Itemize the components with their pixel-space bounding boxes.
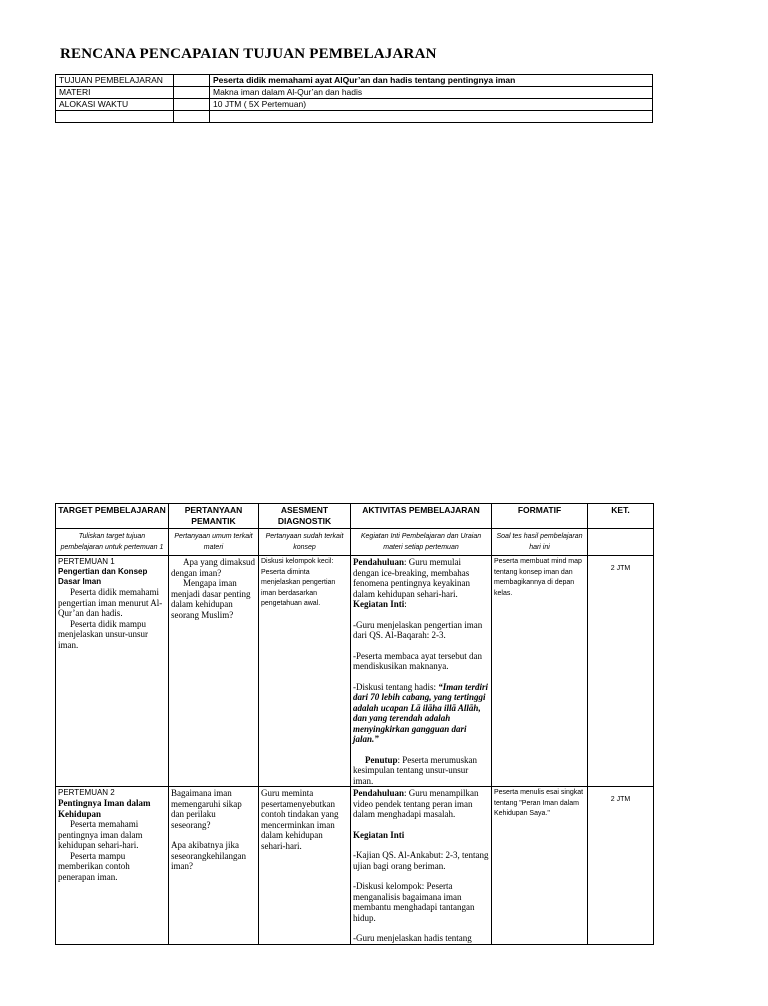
empty-cell	[210, 111, 653, 123]
info-row-alokasi	[56, 99, 653, 111]
penutup-label: Penutup	[365, 754, 398, 765]
question-text: Apa yang dimaksud dengan iman?	[171, 557, 255, 578]
hint-aktivitas: Kegiatan Inti Pembelajaran dan Uraian materi setiap pertemuan	[351, 529, 492, 556]
hint-asesmen: Pertanyaan sudah terkait konsep	[259, 529, 351, 556]
info-table	[55, 74, 653, 123]
table-row	[56, 556, 654, 787]
pendahuluan-text: : Guru menampilkan video pendek tentang peran iman dalam menghadapi masalah.	[353, 788, 479, 819]
question-text: Mengapa iman menjadi dasar penting dalam kehidupan seorang Muslim?	[171, 578, 251, 620]
hint-pertanyaan: Pertanyaan umum terkait materi	[169, 529, 259, 556]
target-text: Peserta didik memahami pengertian iman menurut Al-Qur’an dan hadis.	[58, 587, 163, 618]
hint-ket	[588, 529, 654, 556]
empty-cell	[56, 111, 174, 123]
info-row-materi	[56, 87, 653, 99]
inti-label: Kegiatan Inti	[353, 829, 405, 840]
asesmen-cell	[259, 556, 351, 787]
ket-cell	[588, 787, 654, 945]
info-row-tujuan	[56, 75, 653, 87]
inti-item: -Kajian QS. Al-Ankabut: 2-3, tentang ujian bagi orang beriman.	[353, 850, 489, 871]
target-text: Peserta didik mampu menjelaskan unsur-unsur iman.	[58, 618, 149, 650]
alokasi-label: ALOKASI WAKTU	[56, 99, 174, 111]
question-text: Bagaimana iman memengaruhi sikap dan perilaku seseorang?	[171, 788, 242, 830]
inti-item: -Diskusi kelompok: Peserta menganalisis bagaimana iman membantu menghadapi tantangan hidup.	[353, 881, 475, 923]
ket-text: 2 JTM	[610, 796, 631, 803]
inti-item: -Guru menjelaskan pengertian iman dari QS. Al-Baqarah: 2-3.	[353, 619, 483, 640]
meeting-label: PERTEMUAN 2	[58, 788, 115, 797]
question-text: Apa akibatnya jika seseorangkehilangan iman?	[171, 840, 246, 871]
alokasi-value: 10 JTM ( 5X Pertemuan)	[210, 99, 653, 111]
hint-formatif: Soal tes hasil pembelajaran hari ini	[492, 529, 588, 556]
penutup-text: : Peserta merumuskan kesimpulan tentang unsur-unsur iman.	[353, 754, 477, 786]
inti-item: -Peserta membaca ayat tersebut dan mendiskusikan maknanya.	[353, 650, 482, 671]
question-cell	[169, 787, 259, 945]
plan-table	[55, 503, 654, 945]
target-text: Peserta mampu memberikan contoh penerapan iman.	[58, 850, 130, 882]
hadis-quote: “Iman terdiri dari 70 lebih cabang, yang tertinggi adalah ucapan Lā ilāha illā Allāh, dan yang terendah adalah menyingkirkan gangguan dari jalan.”	[353, 681, 489, 744]
materi-spacer	[174, 87, 210, 99]
inti-item: -Guru menjelaskan hadis tentang	[353, 933, 472, 943]
formatif-cell	[492, 556, 588, 787]
tujuan-label: TUJUAN PEMBELAJARAN	[56, 75, 174, 87]
formatif-text: Peserta membuat mind map tentang konsep iman dan membagikannya di depan kelas.	[494, 558, 582, 597]
ket-text: 2 JTM	[610, 565, 631, 572]
ket-cell	[588, 556, 654, 787]
asesmen-text: Diskusi kelompok kecil: Peserta diminta menjelaskan pengertian iman berdasarkan pengetahuan awal.	[261, 558, 336, 607]
header-asesmen: ASESMENT DIAGNOSTIK	[259, 504, 351, 529]
target-cell	[56, 556, 169, 787]
plan-hint-row	[56, 529, 654, 556]
target-cell	[56, 787, 169, 945]
info-row-empty	[56, 111, 653, 123]
pendahuluan-label: Pendahuluan	[353, 788, 405, 798]
materi-label: MATERI	[56, 87, 174, 99]
header-formatif: FORMATIF	[492, 504, 588, 529]
alokasi-spacer	[174, 99, 210, 111]
pendahuluan-text: Guru memulai dengan ice-breaking, membahas fenomena pentingnya keyakinan dalam kehidupan sehari-hari.	[353, 557, 470, 599]
header-target: TARGET PEMBELAJARAN	[56, 504, 169, 529]
plan-header-row	[56, 504, 654, 529]
activity-cell	[351, 787, 492, 945]
formatif-text: Peserta menulis esai singkat tentang "Peran Iman dalam Kehidupan Saya."	[494, 789, 584, 817]
meeting-topic: Pentingnya Iman dalam Kehidupan	[58, 798, 151, 819]
tujuan-value: Peserta didik memahami ayat AlQur’an dan hadis tentang pentingnya iman	[210, 75, 653, 87]
meeting-topic: Pengertian dan Konsep Dasar Iman	[58, 567, 148, 586]
target-text: Peserta memahami pentingnya iman dalam kehidupan sehari-hari.	[58, 819, 143, 850]
empty-cell	[174, 111, 210, 123]
materi-value: Makna iman dalam Al-Qur’an dan hadis	[210, 87, 653, 99]
pendahuluan-label: Pendahuluan	[353, 557, 405, 567]
activity-cell: Pendahuluan: Guru memulai dengan ice-breaking, membahas fenomena pentingnya keyakinan dalam kehidupan sehari-hari. Kegiatan Inti: -Guru menjelaskan pengertian iman dari QS. Al-Baqarah: 2-3. -Peserta membaca ayat tersebut dan mendiskusikan maknanya. -Diskusi tentang hadis: “Iman terdiri dari 70 lebih cabang, yang tertinggi adalah ucapan Lā ilāha illā Allāh, dan yang terendah adalah menyingkirkan gangguan dari jalan.” Penutup: Peserta merumuskan kesimpulan tentang unsur-unsur iman.	[351, 556, 492, 787]
hint-target: Tuliskan target tujuan pembelajaran untuk pertemuan 1	[56, 529, 169, 556]
inti-item: -Diskusi tentang hadis:	[353, 681, 439, 692]
formatif-cell	[492, 787, 588, 945]
header-aktivitas: AKTIVITAS PEMBELAJARAN	[351, 504, 492, 529]
meeting-label: PERTEMUAN 1	[58, 557, 115, 566]
table-row	[56, 787, 654, 945]
asesmen-cell	[259, 787, 351, 945]
page-title: RENCANA PENCAPAIAN TUJUAN PEMBELAJARAN	[60, 46, 437, 62]
question-cell	[169, 556, 259, 787]
tujuan-spacer	[174, 75, 210, 87]
inti-label: Kegiatan Inti	[353, 599, 405, 609]
header-ket: KET.	[588, 504, 654, 529]
header-pertanyaan: PERTANYAAN PEMANTIK	[169, 504, 259, 529]
asesmen-text: Guru meminta pesertamenyebutkan contoh tindakan yang mencerminkan iman dalam kehidupan sehari-hari.	[261, 788, 339, 851]
